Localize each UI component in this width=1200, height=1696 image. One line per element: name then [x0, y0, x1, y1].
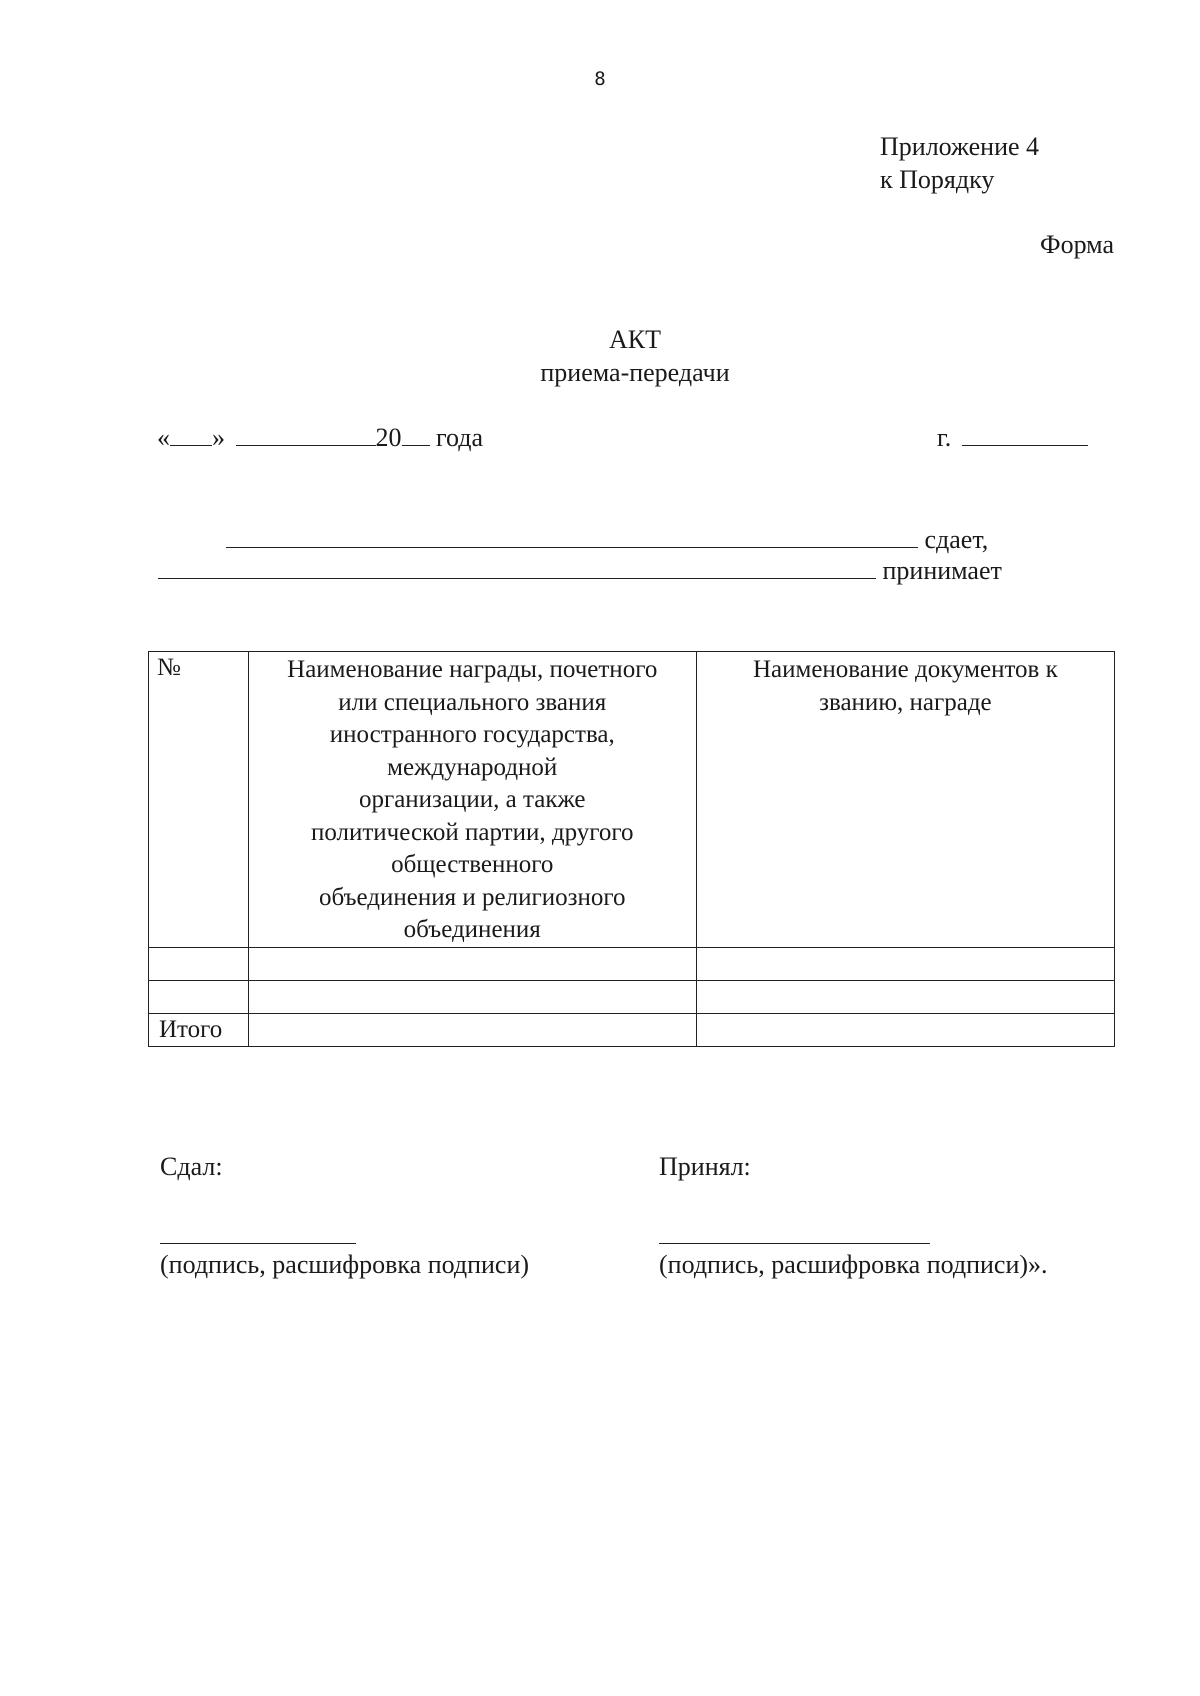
date-close-quote: »	[212, 423, 225, 452]
receives-blank[interactable]	[158, 577, 876, 579]
accepted-label: Принял:	[659, 1152, 751, 1181]
table-total-row	[149, 1013, 1115, 1046]
receives-label: принимает	[882, 556, 1002, 585]
month-blank[interactable]	[236, 444, 376, 446]
header-award-line: организации, а также	[358, 786, 586, 813]
header-award-line: международной	[387, 753, 558, 781]
handed-over-label: Сдал:	[160, 1152, 223, 1181]
page-number: 8	[594, 68, 606, 90]
appendix-line-1: Приложение 4	[880, 132, 1040, 161]
accepted-signature-line[interactable]	[659, 1242, 930, 1244]
table-cell[interactable]	[248, 1013, 696, 1046]
table-header-row	[149, 652, 1115, 948]
gives-line	[226, 525, 988, 555]
year-prefix: 20	[375, 423, 402, 452]
year-blank[interactable]	[402, 444, 430, 446]
appendix-header	[880, 130, 1039, 196]
header-award-name	[248, 652, 696, 948]
table-cell[interactable]	[696, 980, 1114, 1013]
table-cell[interactable]	[696, 1013, 1114, 1046]
city-line	[937, 423, 1088, 453]
document-subtitle: приема-передачи	[540, 358, 730, 387]
total-label: Итого	[149, 1013, 249, 1046]
table-cell[interactable]	[696, 947, 1114, 980]
handed-over-signature-line[interactable]	[160, 1242, 356, 1244]
header-award-line: объединения	[403, 916, 541, 943]
form-label: Форма	[1040, 230, 1114, 259]
awards-table	[148, 651, 1115, 1047]
table-row	[149, 980, 1115, 1013]
header-number: №	[149, 652, 249, 948]
header-documents	[696, 652, 1114, 948]
day-blank[interactable]	[170, 444, 212, 446]
header-documents-line: Наименование документов к	[752, 656, 1058, 683]
document-title: АКТ	[609, 325, 661, 354]
gives-blank[interactable]	[226, 546, 918, 548]
handed-over-caption: (подпись, расшифровка подписи)	[160, 1250, 530, 1279]
year-suffix: года	[436, 423, 484, 452]
gives-label: сдает,	[924, 525, 989, 554]
header-award-line: иностранного государства,	[329, 721, 615, 748]
appendix-line-2: к Порядку	[880, 165, 995, 194]
header-award-line: общественного	[391, 851, 554, 878]
receives-line	[158, 556, 1002, 586]
table-cell[interactable]	[149, 980, 249, 1013]
header-documents-line: званию, награде	[819, 688, 992, 716]
date-line	[157, 423, 483, 453]
header-award-line: политической партии, другого	[310, 818, 634, 846]
table-cell[interactable]	[248, 980, 696, 1013]
table-cell[interactable]	[248, 947, 696, 980]
table-row	[149, 947, 1115, 980]
accepted-caption: (подпись, расшифровка подписи)».	[659, 1250, 1048, 1279]
city-prefix: г.	[937, 423, 952, 452]
date-open-quote: «	[157, 423, 170, 452]
table-cell[interactable]	[149, 947, 249, 980]
city-blank[interactable]	[962, 444, 1088, 446]
header-award-line: объединения и религиозного	[319, 883, 626, 911]
header-award-line: или специального звания	[338, 688, 607, 716]
header-award-line: Наименование награды, почетного	[287, 656, 658, 683]
